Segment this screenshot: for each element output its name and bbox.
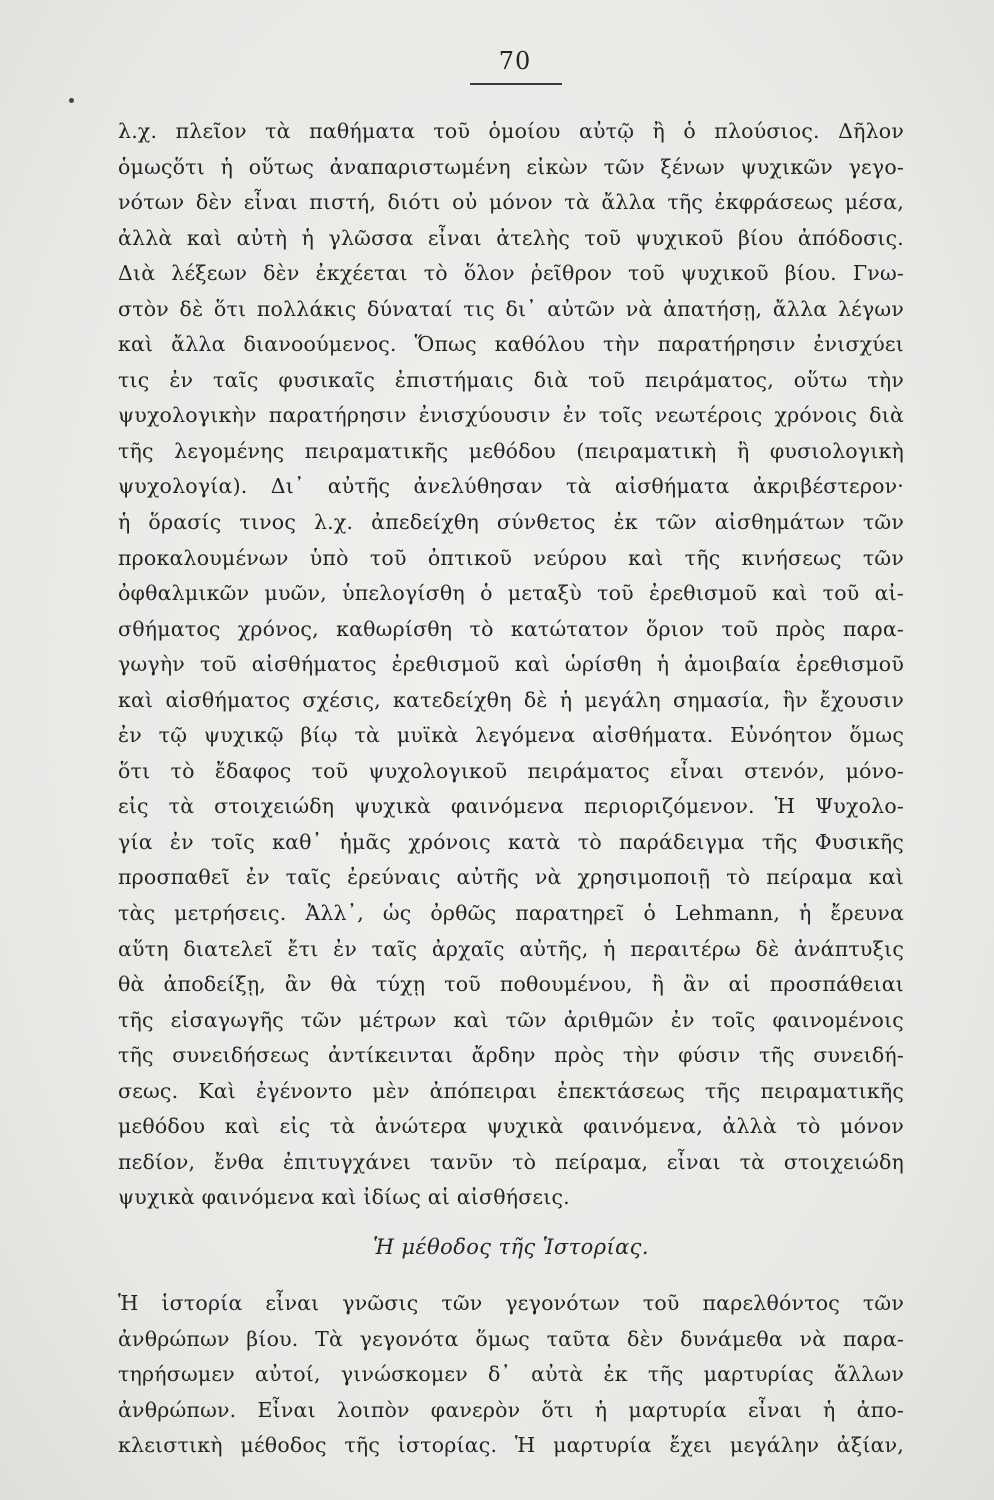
- text-line: τὰς μετρήσεις. Ἀλλ᾽, ὡς ὀρθῶς παρατηρεῖ ὁ Lehmann, ἡ ἔρευνα: [118, 901, 904, 926]
- body-paragraph-1: [118, 114, 904, 1216]
- text-line: γία ἐν τοῖς καθ᾽ ἡμᾶς χρόνοις κατὰ τὸ παράδειγμα τῆς Φυσικῆς: [118, 829, 904, 854]
- text-line: σθήματος χρόνος, καθωρίσθη τὸ κατώτατον ὅριον τοῦ πρὸς παρα-: [118, 616, 904, 641]
- text-line: εἰς τὰ στοιχειώδη ψυχικὰ φαινόμενα περιοριζόμενον. Ἡ Ψυχολο-: [118, 794, 904, 819]
- text-line: θὰ ἀποδείξῃ, ἂν θὰ τύχῃ τοῦ ποθουμένου, ἢ ἂν αἱ προσπάθειαι: [118, 972, 904, 997]
- text-line: ἡ ὅρασίς τινος λ.χ. ἀπεδείχθη σύνθετος ἐκ τῶν αἰσθημάτων τῶν: [118, 510, 904, 535]
- page-number-rule: [470, 83, 562, 85]
- text-line: ἀνθρώπων. Εἶναι λοιπὸν φανερὸν ὅτι ἡ μαρτυρία εἶναι ἡ ἀπο-: [118, 1397, 904, 1422]
- text-line: γωγὴν τοῦ αἰσθήματος ἐρεθισμοῦ καὶ ὡρίσθη ἡ ἀμοιβαία ἐρεθισμοῦ: [118, 652, 904, 677]
- text-line: ψυχολογία). Δι᾽ αὐτῆς ἀνελύθησαν τὰ αἰσθήματα ἀκριβέστερον·: [118, 474, 904, 499]
- text-line: τηρήσωμεν αὐτοί, γινώσκομεν δ᾽ αὐτὰ ἐκ τῆς μαρτυρίας ἄλλων: [118, 1362, 904, 1387]
- text-line: μεθόδου καὶ εἰς τὰ ἀνώτερα ψυχικὰ φαινόμενα, ἀλλὰ τὸ μόνον: [118, 1114, 904, 1139]
- text-line: ἀνθρώπων βίου. Τὰ γεγονότα ὅμως ταῦτα δὲν δυνάμεθα νὰ παρα-: [118, 1326, 904, 1351]
- text-line: αὕτη διατελεῖ ἔτι ἐν ταῖς ἀρχαῖς αὐτῆς, ἡ περαιτέρω δὲ ἀνάπτυξις: [118, 936, 904, 961]
- text-line: νότων δὲν εἶναι πιστή, διότι οὐ μόνον τὰ ἄλλα τῆς ἐκφράσεως μέσα,: [118, 190, 904, 215]
- text-line: ὀφθαλμικῶν μυῶν, ὑπελογίσθη ὁ μεταξὺ τοῦ ἐρεθισμοῦ καὶ τοῦ αἰ-: [118, 581, 904, 606]
- text-line: τῆς εἰσαγωγῆς τῶν μέτρων καὶ τῶν ἀριθμῶν ἐν τοῖς φαινομένοις: [118, 1007, 904, 1032]
- text-line: ἀλλὰ καὶ αὐτὴ ἡ γλῶσσα εἶναι ἀτελὴς τοῦ ψυχικοῦ βίου ἀπόδοσις.: [118, 225, 904, 250]
- text-line: τῆς λεγομένης πειραματικῆς μεθόδου (πειραματικὴ ἢ φυσιολογικὴ: [118, 438, 904, 463]
- text-line: στὸν δὲ ὅτι πολλάκις δύναταί τις δι᾽ αὐτῶν νὰ ἀπατήσῃ, ἄλλα λέγων: [118, 296, 904, 321]
- ink-speck: [69, 98, 74, 103]
- text-line: Ἡ ἱστορία εἶναι γνῶσις τῶν γεγονότων τοῦ παρελθόντος τῶν: [118, 1291, 904, 1315]
- text-line: κλειστικὴ μέθοδος τῆς ἱστορίας. Ἡ μαρτυρία ἔχει μεγάλην ἀξίαν,: [118, 1433, 904, 1458]
- text-line: σεως. Καὶ ἐγένοντο μὲν ἀπόπειραι ἐπεκτάσεως τῆς πειραματικῆς: [118, 1078, 904, 1103]
- text-line: ὅτι τὸ ἔδαφος τοῦ ψυχολογικοῦ πειράματος εἶναι στενόν, μόνο-: [118, 758, 904, 783]
- text-line: καὶ ἄλλα διανοούμενος. Ὅπως καθόλου τὴν παρατήρησιν ἐνισχύει: [118, 332, 904, 357]
- body-paragraph-2: [118, 1286, 904, 1464]
- text-line: ἐν τῷ ψυχικῷ βίῳ τὰ μυϊκὰ λεγόμενα αἰσθήματα. Εὐνόητον ὅμως: [118, 723, 904, 748]
- text-line: προσπαθεῖ ἐν ταῖς ἐρεύναις αὐτῆς νὰ χρησιμοποιῇ τὸ πείραμα καὶ: [118, 865, 904, 890]
- text-line: προκαλουμένων ὑπὸ τοῦ ὀπτικοῦ νεύρου καὶ τῆς κινήσεως τῶν: [118, 545, 904, 570]
- text-line: τις ἐν ταῖς φυσικαῖς ἐπιστήμαις διὰ τοῦ πειράματος, οὕτω τὴν: [118, 367, 904, 392]
- section-heading: Ἡ μέθοδος τῆς Ἱστορίας.: [373, 1235, 649, 1259]
- text-line: ὁμωςὅτι ἡ οὕτως ἀναπαριστωμένη εἰκὼν τῶν ξένων ψυχικῶν γεγο-: [118, 154, 904, 179]
- text-line: πεδίον, ἔνθα ἐπιτυγχάνει τανῦν τὸ πείραμα, εἶναι τὰ στοιχειώδη: [118, 1149, 904, 1174]
- text-line: τῆς συνειδήσεως ἀντίκεινται ἄρδην πρὸς τὴν φύσιν τῆς συνειδή-: [118, 1043, 904, 1068]
- text-line: Διὰ λέξεων δὲν ἐκχέεται τὸ ὅλον ῥεῖθρον τοῦ ψυχικοῦ βίου. Γνω-: [118, 261, 904, 286]
- text-line: ψυχικὰ φαινόμενα καὶ ἰδίως αἱ αἰσθήσεις.: [118, 1185, 570, 1210]
- text-line: καὶ αἰσθήματος σχέσις, κατεδείχθη δὲ ἡ μεγάλη σημασία, ἣν ἔχουσιν: [118, 687, 904, 712]
- text-line: λ.χ. πλεῖον τὰ παθήματα τοῦ ὁμοίου αὐτῷ ἢ ὁ πλούσιος. Δῆλον: [118, 119, 904, 143]
- text-line: ψυχολογικὴν παρατήρησιν ἐνισχύουσιν ἐν τοῖς νεωτέροις χρόνοις διὰ: [118, 403, 904, 428]
- page-number: 70: [498, 47, 532, 75]
